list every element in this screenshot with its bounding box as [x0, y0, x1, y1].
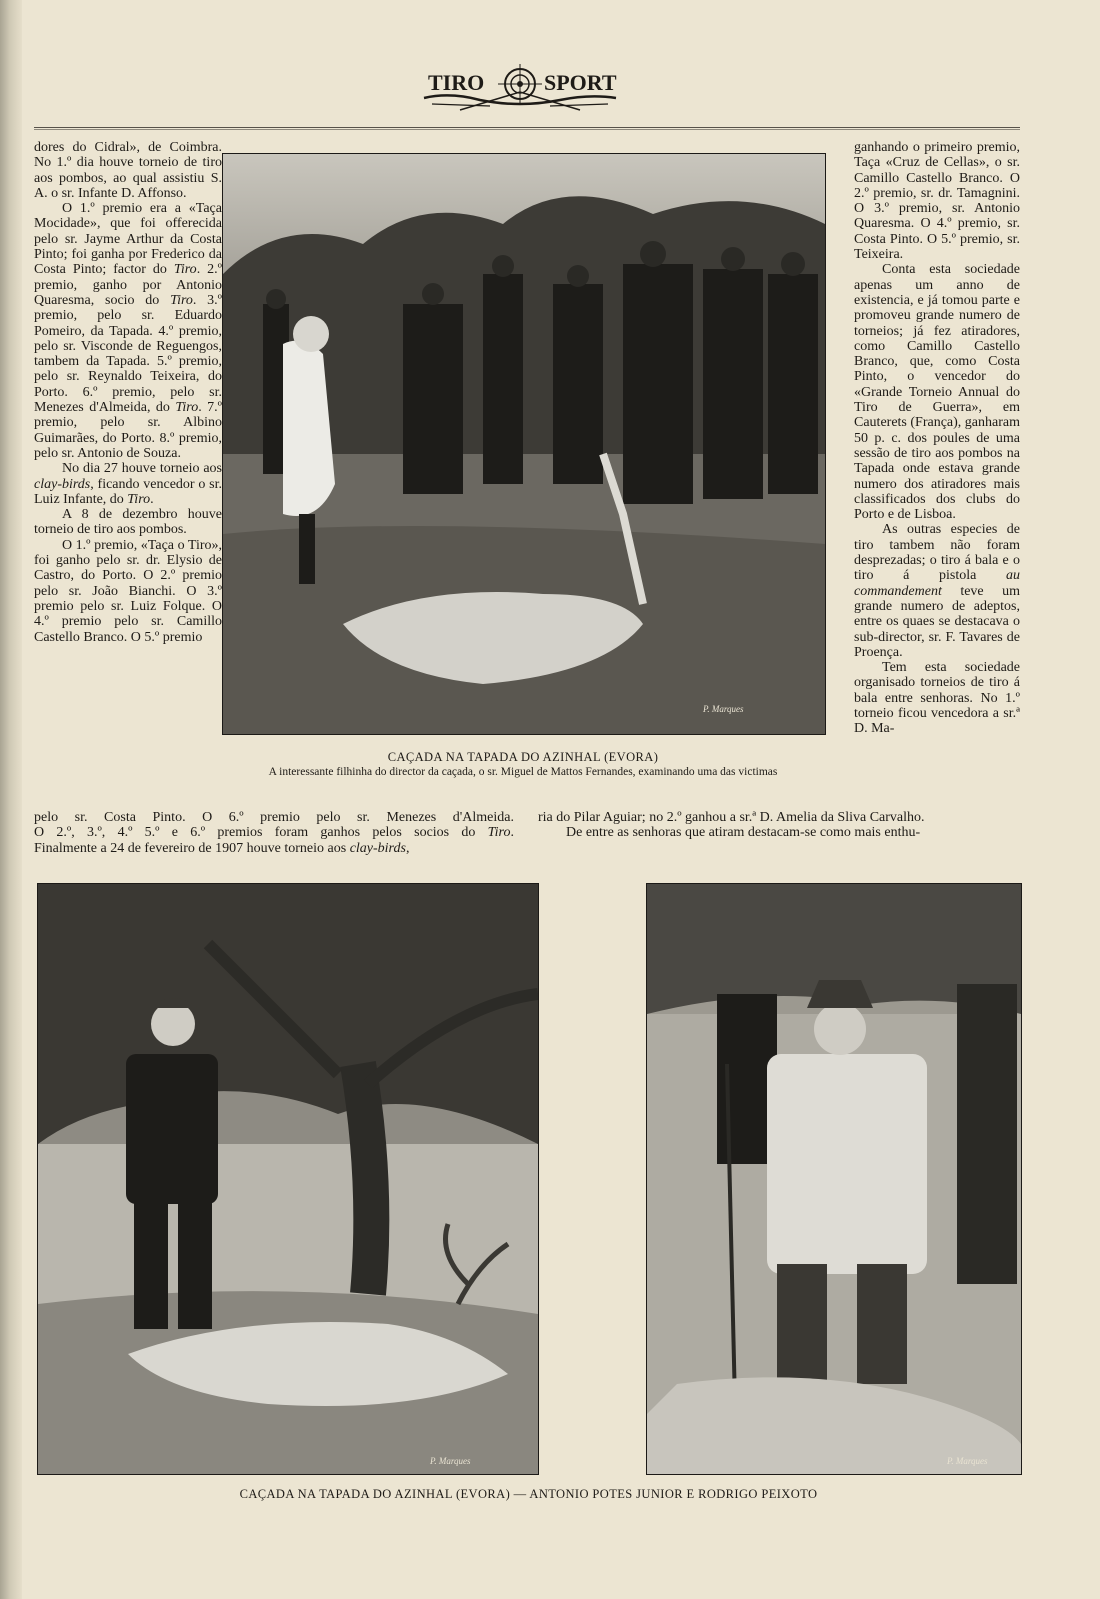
italic-text: Tiro: [173, 262, 197, 278]
paragraph-text: O 1.º premio, «Taça o Tiro», foi ganho pelo sr. dr. Elysio de Castro, do Porto. O 2.º premio pelo sr. João Bianchi. O 3.º premio pelo sr. Luiz Folque. O 4.º premio pelo sr. Camillo Castello Branco. O 5.º premio: [34, 537, 222, 645]
article-paragraph: [854, 262, 1020, 522]
paragraph-text: As outras especies de tiro tambem não foram desprezadas; o tiro á bala e o tiro á pistola: [854, 522, 1020, 584]
italic-text: clay-birds: [349, 840, 406, 856]
paragraph-text: Tem esta sociedade organisado torneios de tiro á bala entre senhoras. No 1.º torneio ficou vencedora a sr.ª D. Ma-: [854, 660, 1020, 737]
article-paragraph: [538, 810, 1020, 825]
article-paragraph: [34, 201, 222, 461]
paragraph-text: O 2.º, 3.º, 4.º 5.º e 6.º premios foram ganhos pelos socios do: [34, 825, 488, 841]
article-paragraph: [854, 660, 1020, 736]
photographer-signature: P. Marques: [430, 1456, 471, 1466]
article-paragraph: [538, 825, 1020, 840]
paragraph-text: . 7.º premio, pelo sr. Albino Guimarães, do Porto. 8.º premio, pelo sr. Antonio de Souza.: [34, 400, 223, 461]
paragraph-text: teve um grande numero de adeptos, entre os quaes se destacava o sub-director, sr. F. Tavares de Proença.: [854, 583, 1020, 660]
paragraph-text: Finalmente a 24 de fevereiro de 1907 houve torneio aos: [34, 840, 350, 856]
paragraph-text: .: [150, 491, 154, 507]
article-paragraph: [34, 841, 514, 856]
article-paragraph: [34, 507, 222, 538]
photographer-signature: P. Marques: [947, 1456, 988, 1466]
italic-text: Tiro: [487, 825, 511, 841]
italic-text: Tiro: [170, 292, 193, 308]
masthead-logo: [420, 62, 620, 114]
paragraph-text: ,: [405, 840, 410, 856]
article-column-right: [854, 140, 1020, 737]
svg-text:TIRO: TIRO: [428, 70, 485, 95]
photo-main-caption-description: A interessante filhinha do director da caçada, o sr. Miguel de Mattos Fernandes, examinando uma das victimas: [268, 766, 778, 778]
paragraph-text: , ficando vencedor o sr. Luiz Infante, do: [34, 476, 222, 507]
photo-bottom-caption: CAÇADA NA TAPADA DO AZINHAL (EVORA) — ANTONIO POTES JUNIOR E RODRIGO PEIXOTO: [239, 1487, 818, 1501]
paragraph-text: De entre as senhoras que atiram destacam-se como mais enthu-: [566, 825, 921, 841]
article-paragraph: [34, 810, 514, 825]
paragraph-text: ria do Pilar Aguiar; no 2.º ganhou a sr.ª D. Amelia da Sliva Carvalho.: [538, 810, 925, 825]
paragraph-text: . 3.º premio, pelo sr. Eduardo Pomeiro, da Tapada. 4.º premio, pelo sr. Visconde de Reguengos, tambem da Tapada. 5.º premio, pelo sr. Reynaldo Teixeira, do Porto. 6.º premio, pelo sr. Menezes d'Almeida, do: [34, 292, 222, 416]
paragraph-text: A 8 de dezembro houve torneio de tiro aos pombos.: [34, 507, 222, 538]
article-paragraph: [34, 461, 222, 507]
photo-hunter-with-deer-left: [37, 883, 539, 1475]
article-paragraph: [34, 140, 222, 201]
svg-text:SPORT: SPORT: [544, 70, 617, 95]
article-paragraph: [854, 522, 1020, 660]
paragraph-text: . 2.º premio, ganho por Antonio Quaresma, socio do: [34, 262, 222, 308]
photo-hunting-party: [222, 153, 826, 735]
article-paragraph: [34, 825, 514, 840]
photo-main-caption-title: CAÇADA NA TAPADA DO AZINHAL (EVORA): [387, 750, 659, 764]
paragraph-text: O 1.º premio era a «Taça Mocidade», que foi offerecida pelo sr. Jayme Arthur da Costa Pinto; foi ganha por Frederico da Costa Pinto; factor do: [34, 201, 222, 278]
masthead-rule: [34, 127, 1020, 130]
article-column-left: [34, 140, 222, 645]
article-continuation-left: [34, 810, 514, 856]
masthead-emblem: [420, 62, 620, 114]
paragraph-text: ganhando o primeiro premio, Taça «Cruz de Cellas», o sr. Camillo Castello Branco. O 2.º premio, sr. dr. Tamagnini. O 3.º premio, sr. Antonio Quaresma. O 4.º premio, sr. Costa Pinto. O 5.º premio, sr. Teixeira.: [854, 140, 1020, 263]
paragraph-text: No dia 27 houve torneio aos: [62, 461, 222, 477]
italic-text: Tiro: [127, 491, 151, 507]
paragraph-text: dores do Cidral», de Coimbra. No 1.º dia houve torneio de tiro aos pombos, ao qual assistiu S. A. o sr. Infante D. Affonso.: [34, 140, 222, 201]
italic-text: clay-birds: [34, 476, 91, 492]
italic-text: Tiro: [175, 400, 199, 416]
paragraph-text: Conta esta sociedade apenas um anno de existencia, e já tomou parte e promoveu grande numero de torneios; já fez atiradores, como Camillo Castello Branco, que, como Costa Pinto, o vencedor do «Grande Torneio Annual do Tiro de Guerra», em Cauterets (França), ganharam 50 p. c. dos poules de uma sessão de tiro aos pombos na Tapada onde estava grande numero dos atiradores mais classificados dos clubs do Porto e de Lisboa.: [854, 262, 1020, 523]
italic-text: au commandement: [854, 568, 1020, 599]
page-binding-edge: [0, 0, 22, 1599]
photo-hunter-with-deer-right: [646, 883, 1022, 1475]
article-paragraph: [854, 140, 1020, 262]
photographer-signature: P. Marques: [703, 704, 744, 714]
article-paragraph: [34, 538, 222, 645]
paragraph-text: pelo sr. Costa Pinto. O 6.º premio pelo sr. Menezes d'Almeida.: [34, 810, 514, 825]
article-continuation-right: [538, 810, 1020, 841]
paragraph-text: .: [510, 825, 514, 841]
